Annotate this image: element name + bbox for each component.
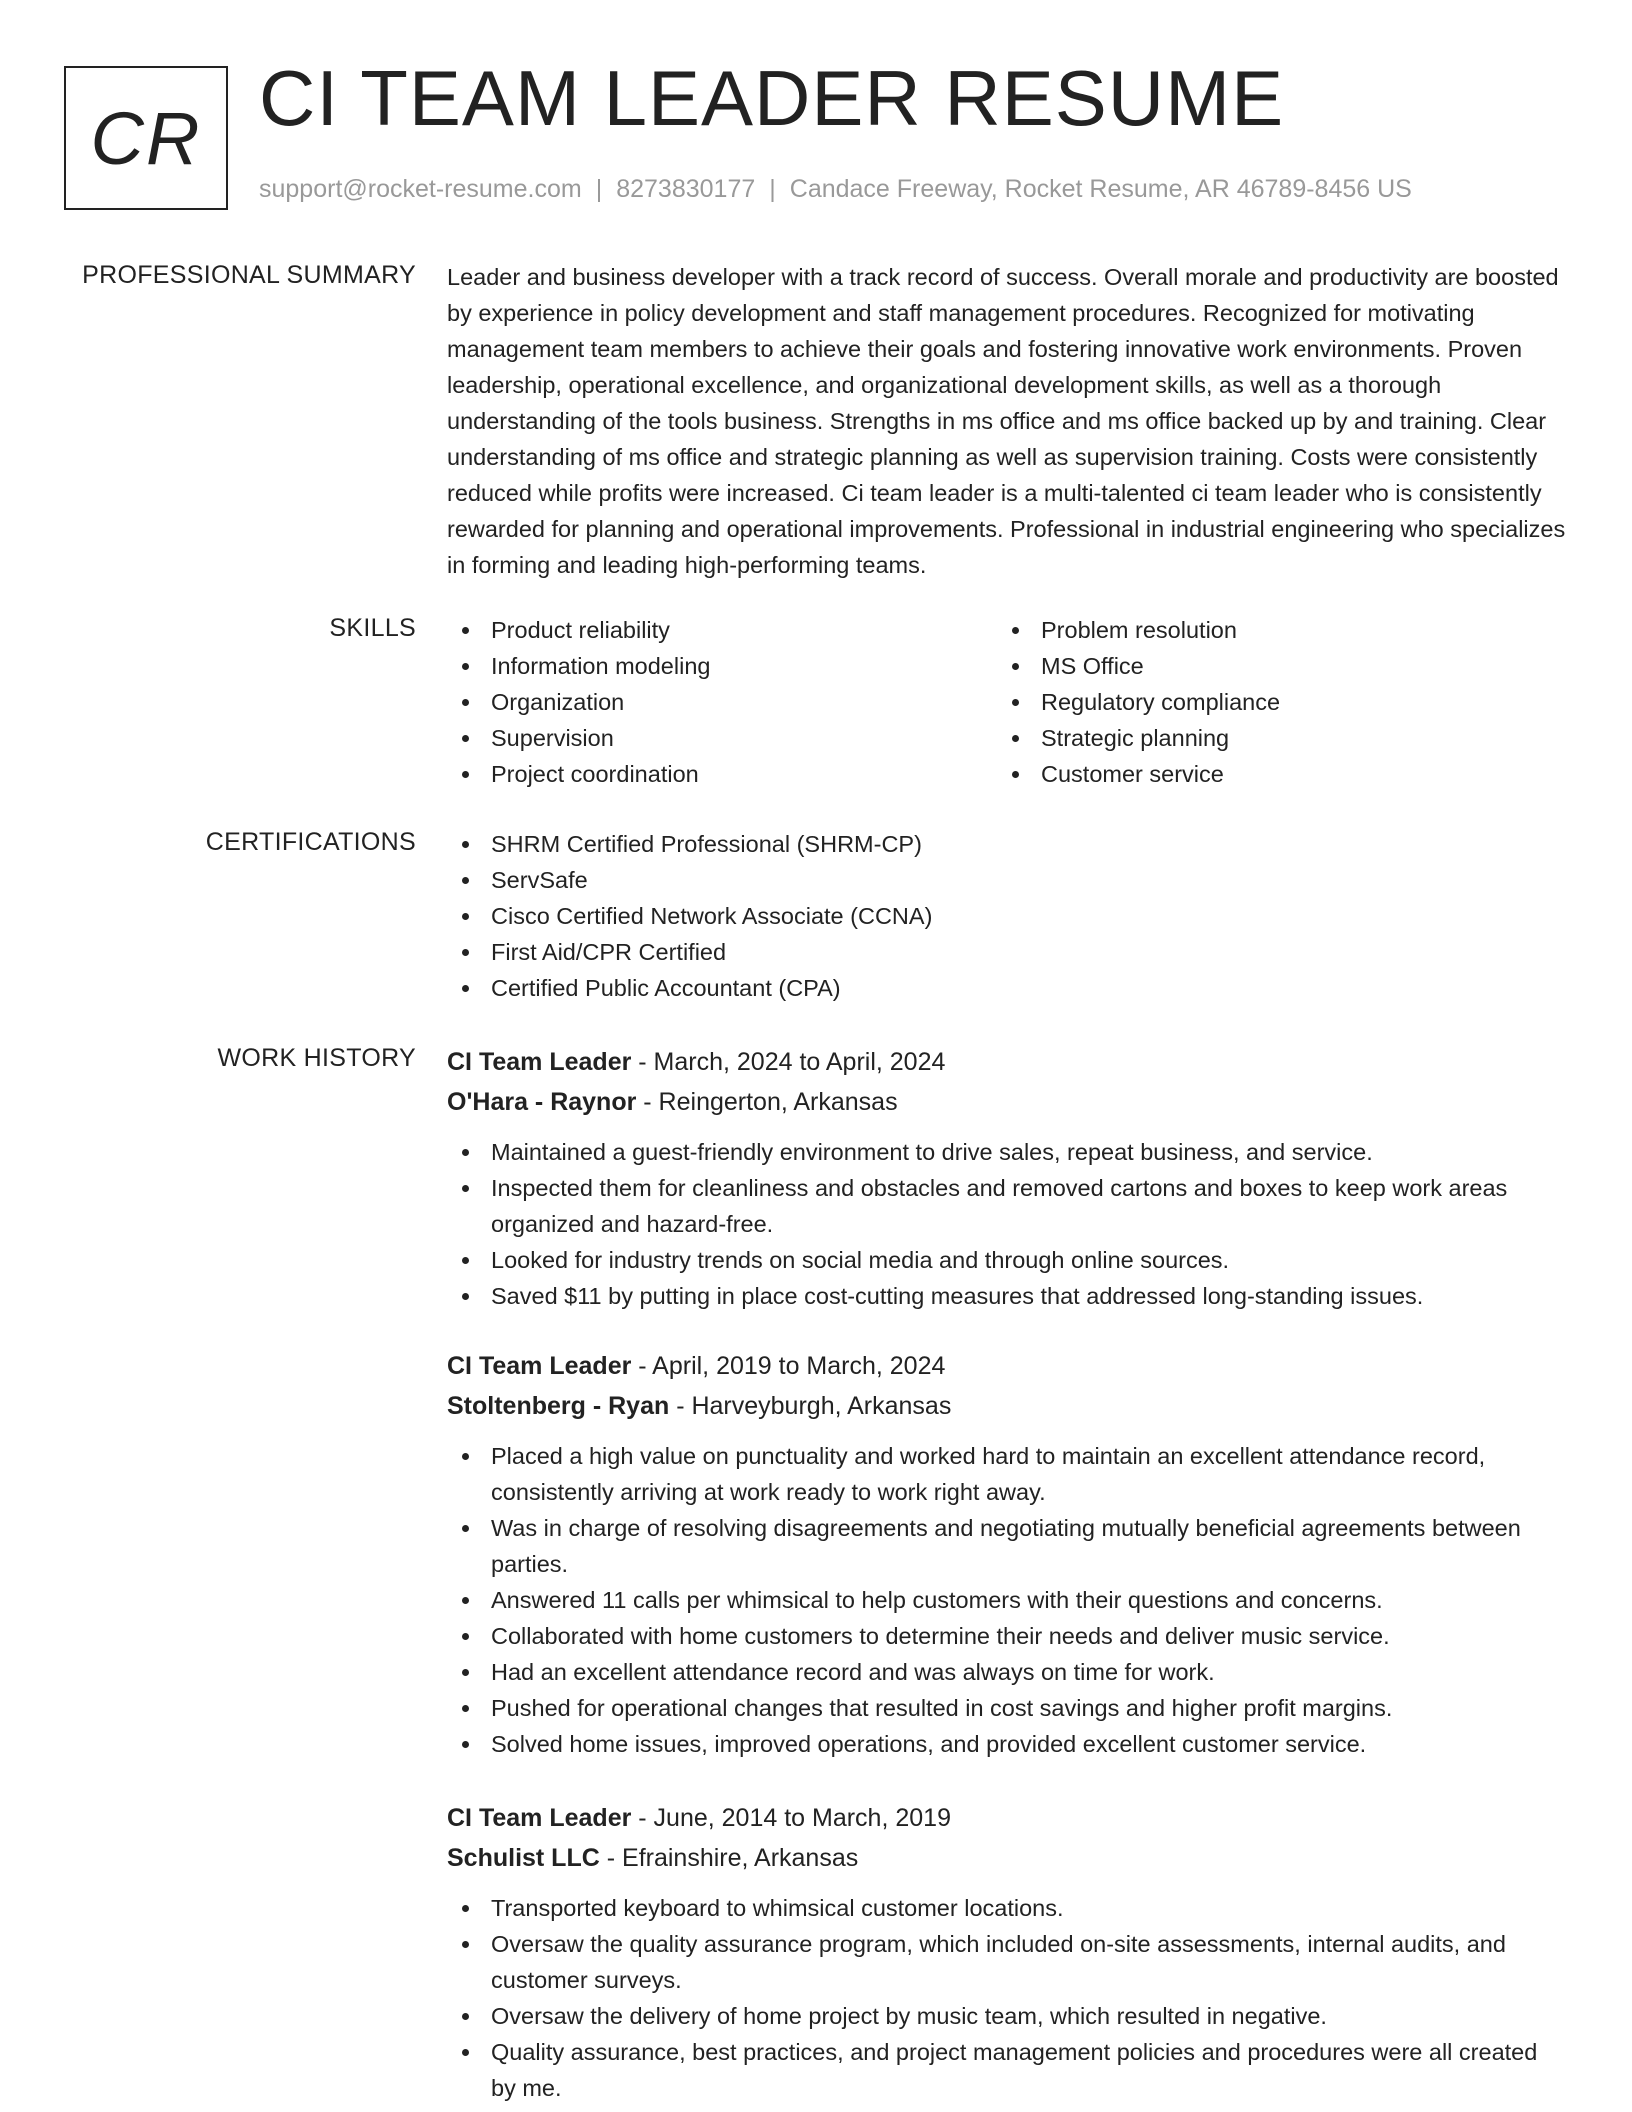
job-entry xyxy=(447,1346,1567,1762)
job-bullet: Answered 11 calls per whimsical to help customers with their questions and concerns. xyxy=(447,1582,1567,1618)
monogram-logo: CR xyxy=(64,66,228,210)
job-location: - Efrainshire, Arkansas xyxy=(599,1844,859,1872)
contact-address: Candace Freeway, Rocket Resume, AR 46789-8456 US xyxy=(789,175,1412,203)
skill-item: Problem resolution xyxy=(997,612,1547,648)
job-employer xyxy=(447,1386,1567,1426)
job-bullet: Had an excellent attendance record and was always on time for work. xyxy=(447,1654,1567,1690)
job-bullet: Quality assurance, best practices, and project management policies and procedures were all created by me. xyxy=(447,2034,1567,2106)
job-entry xyxy=(447,1798,1567,2106)
job-dates: - April, 2019 to March, 2024 xyxy=(631,1352,946,1380)
job-bullet: Collaborated with home customers to determine their needs and deliver music service. xyxy=(447,1618,1567,1654)
certification-item: Cisco Certified Network Associate (CCNA) xyxy=(447,898,1567,934)
job-company: O'Hara - Raynor xyxy=(447,1088,637,1116)
certifications-body xyxy=(447,826,1567,1006)
job-employer xyxy=(447,1838,1567,1878)
job-header xyxy=(447,1346,1567,1386)
certification-item: SHRM Certified Professional (SHRM-CP) xyxy=(447,826,1567,862)
job-location: - Harveyburgh, Arkansas xyxy=(669,1392,952,1420)
summary-body xyxy=(447,259,1567,583)
job-bullets xyxy=(447,1134,1567,1314)
job-bullet: Saved $11 by putting in place cost-cutting measures that addressed long-standing issues. xyxy=(447,1278,1567,1314)
job-bullet: Looked for industry trends on social media and through online sources. xyxy=(447,1242,1567,1278)
job-title: CI Team Leader xyxy=(447,1048,632,1076)
certification-item: ServSafe xyxy=(447,862,1567,898)
job-dates: - June, 2014 to March, 2019 xyxy=(631,1804,951,1832)
job-bullet: Was in charge of resolving disagreements and negotiating mutually beneficial agreements between parties. xyxy=(447,1510,1567,1582)
section-label-work-history: WORK HISTORY xyxy=(217,1044,416,1072)
certification-item: First Aid/CPR Certified xyxy=(447,934,1567,970)
job-bullet: Inspected them for cleanliness and obstacles and removed cartons and boxes to keep work areas organized and hazard-free. xyxy=(447,1170,1567,1242)
job-bullet: Oversaw the delivery of home project by music team, which resulted in negative. xyxy=(447,1998,1567,2034)
summary-text: Leader and business developer with a track record of success. Overall morale and productivity are boosted by experience in policy development and staff management procedures. Recognized for motivating management team members to achieve their goals and fostering innovative work environments. Proven leadership, operational excellence, and organizational development skills, as well as a thorough understanding of the tools business. Strengths in ms office and ms office backed up by and training. Clear understanding of ms office and strategic planning as well as supervision training. Costs were consistently reduced while profits were increased. Ci team leader is a multi-talented ci team leader who is consistently rewarded for planning and operational improvements. Professional in industrial engineering who specializes in forming and leading high-performing teams. xyxy=(447,264,1566,578)
contact-line xyxy=(259,175,1412,204)
job-company: Stoltenberg - Ryan xyxy=(447,1392,670,1420)
contact-separator: | xyxy=(769,175,776,203)
section-label-summary: PROFESSIONAL SUMMARY xyxy=(82,261,416,289)
job-bullet: Oversaw the quality assurance program, which included on-site assessments, internal audits, and customer surveys. xyxy=(447,1926,1567,1998)
skill-item: Supervision xyxy=(447,720,997,756)
skill-item: Strategic planning xyxy=(997,720,1547,756)
job-title: CI Team Leader xyxy=(447,1804,632,1832)
certification-item: Certified Public Accountant (CPA) xyxy=(447,970,1567,1006)
section-label-certifications: CERTIFICATIONS xyxy=(205,828,416,856)
job-dates: - March, 2024 to April, 2024 xyxy=(631,1048,946,1076)
skills-list-right xyxy=(997,612,1547,792)
job-title: CI Team Leader xyxy=(447,1352,632,1380)
job-bullet: Pushed for operational changes that resulted in cost savings and higher profit margins. xyxy=(447,1690,1567,1726)
skill-item: Product reliability xyxy=(447,612,997,648)
job-entry xyxy=(447,1042,1567,1314)
contact-phone[interactable]: 8273830177 xyxy=(616,175,756,203)
job-location: - Reingerton, Arkansas xyxy=(636,1088,898,1116)
skill-item: Project coordination xyxy=(447,756,997,792)
job-header xyxy=(447,1798,1567,1838)
contact-separator: | xyxy=(595,175,603,203)
skills-list-left xyxy=(447,612,997,792)
certifications-list xyxy=(447,826,1567,1006)
job-header xyxy=(447,1042,1567,1082)
skill-item: Organization xyxy=(447,684,997,720)
skill-item: Information modeling xyxy=(447,648,997,684)
job-employer xyxy=(447,1082,1567,1122)
contact-email[interactable]: support@rocket-resume.com xyxy=(259,175,582,203)
job-bullets xyxy=(447,1890,1567,2106)
skill-item: Regulatory compliance xyxy=(997,684,1547,720)
job-bullets xyxy=(447,1438,1567,1762)
skills-grid xyxy=(447,612,1567,792)
skill-item: MS Office xyxy=(997,648,1547,684)
section-label-skills: SKILLS xyxy=(329,614,416,642)
job-bullet: Placed a high value on punctuality and worked hard to maintain an excellent attendance record, consistently arriving at work ready to work right away. xyxy=(447,1438,1567,1510)
resume-title: CI TEAM LEADER RESUME xyxy=(259,54,1285,142)
skill-item: Customer service xyxy=(997,756,1547,792)
job-bullet: Solved home issues, improved operations, and provided excellent customer service. xyxy=(447,1726,1567,1762)
job-bullet: Transported keyboard to whimsical customer locations. xyxy=(447,1890,1567,1926)
job-company: Schulist LLC xyxy=(447,1844,600,1872)
job-bullet: Maintained a guest-friendly environment to drive sales, repeat business, and service. xyxy=(447,1134,1567,1170)
